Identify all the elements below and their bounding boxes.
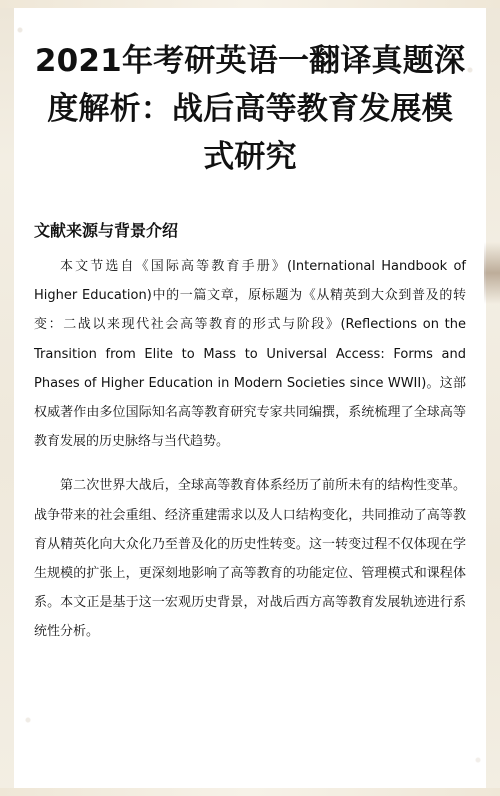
body-paragraph-2: 第二次世界大战后，全球高等教育体系经历了前所未有的结构性变革。战争带来的社会重组、经济重建需求以及人口结构变化，共同推动了高等教育从精英化向大众化乃至普及化的历史性转变。这一转变过程不仅体现在学生规模的扩张上，更深刻地影响了高等教育的功能定位、管理模式和课程体系。本文正是基于这一宏观历史背景，对战后西方高等教育发展轨迹进行系统性分析。 bbox=[34, 478, 466, 640]
paper-top-edge bbox=[0, 0, 500, 8]
paper-left-edge bbox=[0, 0, 14, 796]
paper-edge-mark bbox=[484, 242, 500, 304]
section-heading: 文献来源与背景介绍 bbox=[34, 221, 179, 240]
document-content bbox=[34, 37, 466, 647]
body-paragraph-1: 本文节选自《国际高等教育手册》(International Handbook of Higher Education)中的一篇文章，原标题为《从精英到大众到普及的转变：二战以来现代社会高等教育的形式与阶段》(Reflections on the Transition from Elite to Mass to Universal Access: Forms and Phases of Higher Education in Modern Societies since WWII)。这部权威著作由多位国际知名高等教育研究专家共同编撰，系统梳理了全球高等教育发展的历史脉络与当代趋势。 bbox=[34, 259, 466, 450]
document-title: 2021年考研英语一翻译真题深度解析：战后高等教育发展模式研究 bbox=[34, 43, 466, 175]
paper-right-edge bbox=[486, 0, 500, 796]
background-section bbox=[34, 220, 466, 647]
paper-bottom-edge bbox=[0, 788, 500, 796]
